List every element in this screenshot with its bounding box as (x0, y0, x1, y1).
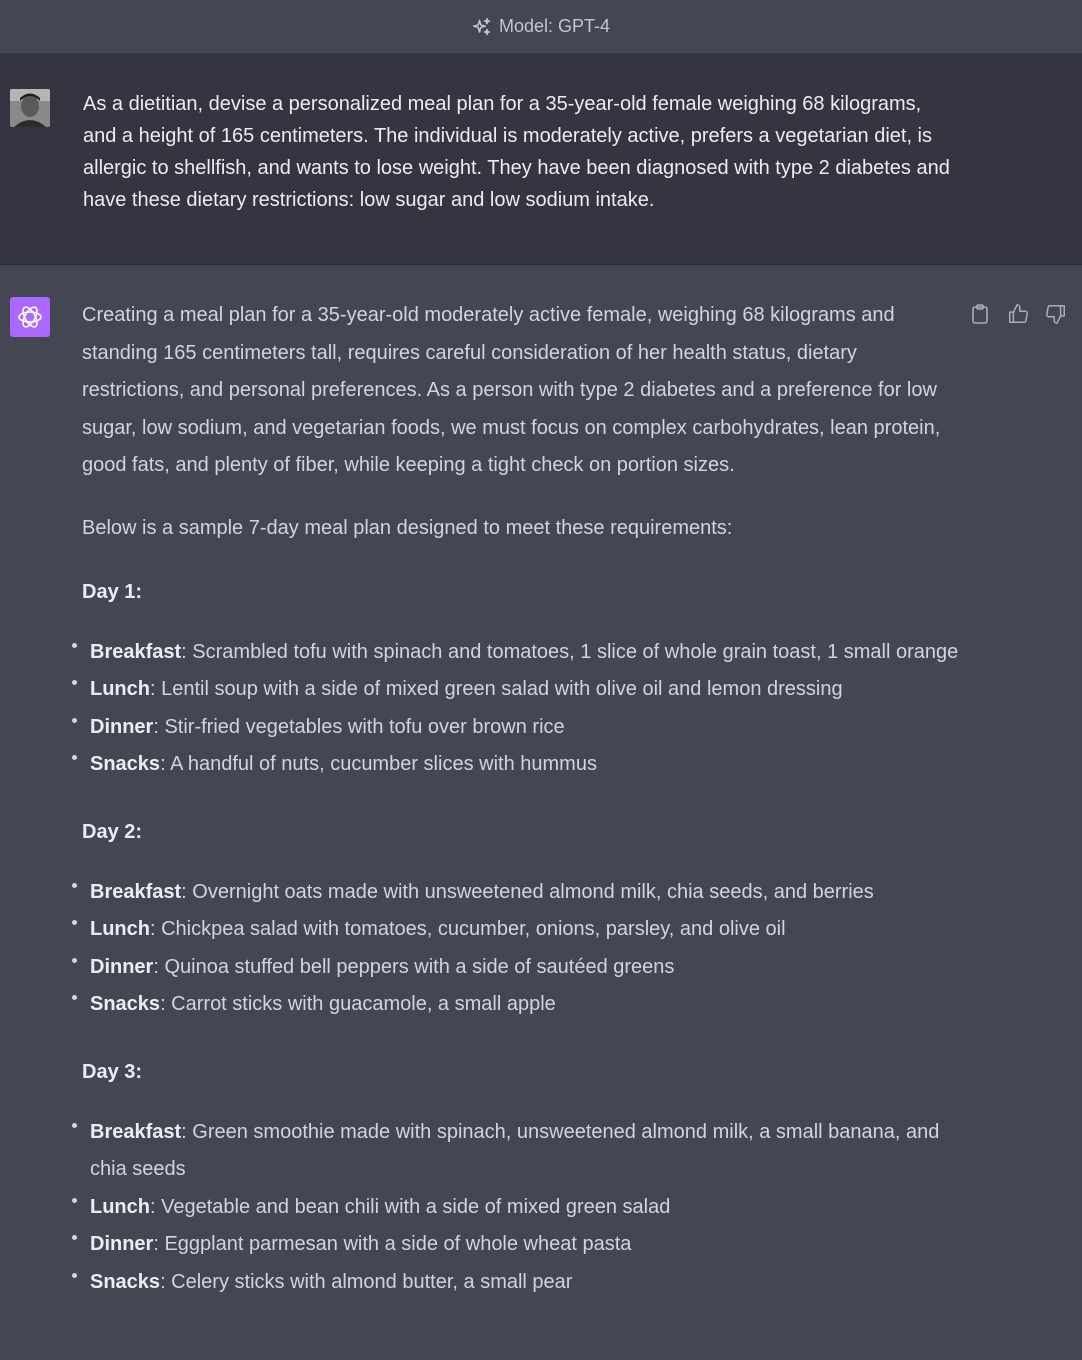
assistant-intro: Creating a meal plan for a 35-year-old moderately active female, weighing 68 kilograms and standing 165 centimeters tall, requires careful consideration of her health status, dietary restrictions, and personal preferences. As a person with type 2 diabetes and a preference for low sugar, low sodium, and vegetarian foods, we must focus on complex carbohydrates, lean protein, good fats, and plenty of fiber, while keeping a tight check on portion sizes. (82, 304, 941, 476)
meal-description: : Carrot sticks with guacamole, a small apple (160, 993, 556, 1015)
meal-label: Snacks (90, 993, 161, 1015)
meal-description: : Lentil soup with a side of mixed green salad with olive oil and lemon dressing (150, 678, 843, 700)
meal-description: : Scrambled tofu with spinach and tomatoes, 1 slice of whole grain toast, 1 small orange (181, 640, 959, 663)
copy-icon[interactable] (968, 302, 992, 326)
meal-label: Breakfast (90, 640, 182, 663)
meal-label: Snacks (90, 753, 161, 775)
meal-label: Breakfast (90, 1120, 182, 1143)
meal-description: : Stir-fried vegetables with tofu over brown rice (153, 715, 565, 738)
meal-item (82, 949, 962, 987)
meal-item (82, 634, 962, 672)
meal-description: : Chickpea salad with tomatoes, cucumber, onions, parsley, and olive oil (150, 918, 786, 940)
message-actions (968, 302, 1068, 326)
meal-item (82, 1226, 962, 1264)
thumbs-up-icon[interactable] (1006, 302, 1030, 326)
meal-list (82, 1114, 962, 1302)
model-label: Model: GPT-4 (498, 16, 611, 36)
plan-introduction: Below is a sample 7-day meal plan designed to meet these requirements: (82, 516, 733, 539)
meal-item (82, 911, 962, 949)
meal-description: : Green smoothie made with spinach, unsweetened almond milk, a small banana, and chia seeds (90, 1120, 940, 1180)
meal-list (82, 634, 962, 784)
user-message-text: As a dietitian, devise a personalized meal plan for a 35-year-old female weighing 68 kilograms, and a height of 165 centimeters. The individual is moderately active, prefers a vegetarian diet, is allergic to shellfish, and wants to lose weight. They have been diagnosed with type 2 diabetes and have these dietary restrictions: low sugar and low sodium intake. (83, 93, 950, 211)
chatgpt-logo-icon (10, 297, 50, 337)
meal-list (82, 874, 962, 1024)
meal-item (82, 1114, 962, 1189)
meal-label: Dinner (90, 955, 154, 978)
meal-label: Lunch (90, 918, 150, 940)
meal-description: : Vegetable and bean chili with a side of mixed green salad (150, 1195, 671, 1218)
meal-item (82, 746, 962, 784)
meal-label: Lunch (90, 678, 150, 700)
meal-description: : Overnight oats made with unsweetened almond milk, chia seeds, and berries (181, 880, 874, 903)
meal-label: Lunch (90, 1195, 150, 1218)
meal-item (82, 874, 962, 912)
meal-item (82, 1264, 962, 1302)
meal-label: Snacks (90, 1270, 161, 1293)
meal-label: Dinner (90, 715, 154, 738)
meal-description: : Celery sticks with almond butter, a small pear (160, 1270, 573, 1293)
day-heading: Day 2: (82, 820, 143, 843)
day-heading: Day 3: (82, 1060, 143, 1083)
user-avatar (10, 89, 50, 127)
meal-item (82, 671, 962, 709)
assistant-message (82, 297, 962, 1301)
meal-item (82, 709, 962, 747)
meal-item (82, 986, 962, 1024)
meal-label: Breakfast (90, 880, 182, 903)
meal-description: : A handful of nuts, cucumber slices with hummus (160, 753, 597, 775)
meal-label: Dinner (90, 1233, 154, 1255)
meal-description: : Eggplant parmesan with a side of whole wheat pasta (153, 1233, 632, 1255)
day-heading: Day 1: (82, 580, 143, 603)
model-header (0, 0, 1082, 54)
thumbs-down-icon[interactable] (1044, 302, 1068, 326)
meal-description: : Quinoa stuffed bell peppers with a side of sautéed greens (153, 955, 675, 978)
meal-item (82, 1189, 962, 1227)
sparkles-icon (472, 17, 492, 37)
